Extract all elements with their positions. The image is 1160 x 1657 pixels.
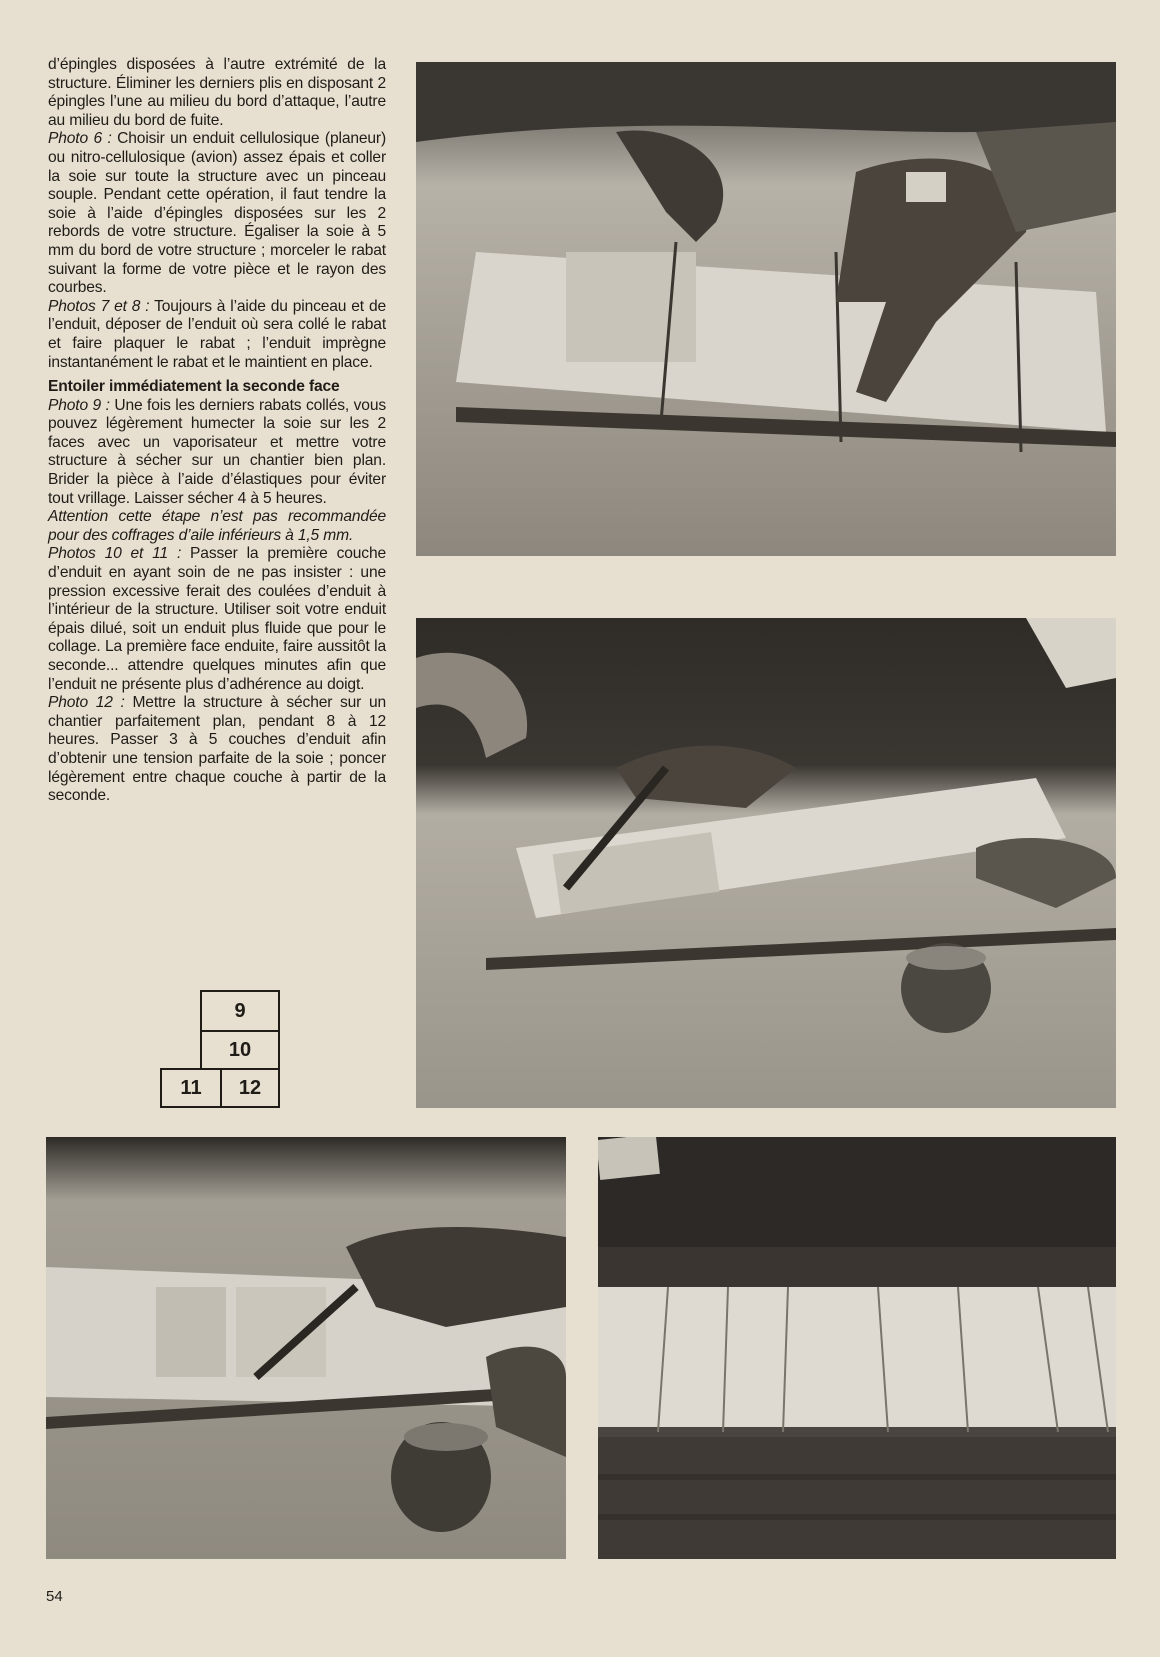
layout-cell-9: 9: [200, 990, 280, 1032]
photo-12: [598, 1137, 1116, 1559]
layout-cell-12: 12: [220, 1068, 280, 1108]
article-text: [48, 56, 386, 806]
photo6-label: Photo 6 :: [48, 130, 112, 148]
photo12-label: Photo 12 :: [48, 694, 125, 712]
photo10-11-label: Photos 10 et 11 :: [48, 545, 182, 563]
section-heading: Entoiler immédiatement la seconde face: [48, 378, 340, 396]
photo9-label: Photo 9 :: [48, 396, 110, 414]
photo-layout-key: [160, 990, 280, 1108]
paragraph-photo9: Photo 9 : Une fois les derniers rabats collés, vous pouvez légèrement humecter la soie sur les 2 faces avec un vaporisateur et mettre votre structure à sécher sur un chantier bien plan. Brider la pièce à l’aide d’élastiques pour éviter tout vrillage. Laisser sécher 4 à 5 heures.: [48, 396, 386, 507]
paragraph-photo10-11: Photos 10 et 11 : Passer la première couche d’enduit en ayant soin de ne pas insister : une pression excessive ferait des coulées d’enduit à l’intérieur de la structure. Utiliser soit votre enduit épais dilué, soit un enduit plus fluide que pour le collage. La première face enduite, faire aussitôt la seconde... attendre quelques minutes afin que l’enduit ne présente plus d’adhérence au doigt.: [48, 545, 386, 693]
photo-12-image: [598, 1137, 1116, 1559]
paragraph-photo12: Photo 12 : Mettre la structure à sécher sur un chantier parfaitement plan, pendant 8 à 12 heures. Passer 3 à 5 couches d’enduit afin d’obtenir une tension parfaite de la soie ; poncer légèrement entre chaque couche à partir de la seconde.: [48, 694, 387, 805]
photo-10-image: [416, 618, 1116, 1108]
photo-11: [46, 1137, 566, 1559]
layout-cell-10: 10: [200, 1030, 280, 1070]
page-number: 54: [46, 1588, 63, 1605]
photo-11-image: [46, 1137, 566, 1559]
layout-cell-11: 11: [160, 1068, 222, 1108]
paragraph-intro: d’épingles disposées à l’autre extrémité de la structure. Éliminer les derniers plis en disposant 2 épingles l’une au milieu du bord d’attaque, l’autre au milieu du bord de fuite.: [48, 56, 386, 129]
paragraph-warning: Attention cette étape n’est pas recommandée pour des coffrages d’aile inférieurs à 1,5 mm.: [48, 508, 386, 544]
paragraph-photo6: Photo 6 : Choisir un enduit cellulosique (planeur) ou nitro-cellulosique (avion) assez épais et coller la soie sur toute la structure avec un pinceau souple. Pendant cette opération, il faut tendre la soie à l’aide d’épingles disposées sur les 2 rebords de votre structure. Égaliser la soie à 5 mm du bord de votre structure ; morceler le rabat suivant la forme de votre pièce et le rayon des courbes.: [48, 130, 386, 297]
paragraph-photo7-8: Photos 7 et 8 : Toujours à l’aide du pinceau et de l’enduit, déposer de l’enduit où sera collé le rabat et faire plaquer le rabat ; l’enduit imprègne instantanément le rabat et le maintient en place.: [48, 297, 386, 371]
photo-10: [416, 618, 1116, 1108]
photo7-8-label: Photos 7 et 8 :: [48, 297, 150, 315]
photo-9: [416, 62, 1116, 556]
photo-9-image: [416, 62, 1116, 556]
